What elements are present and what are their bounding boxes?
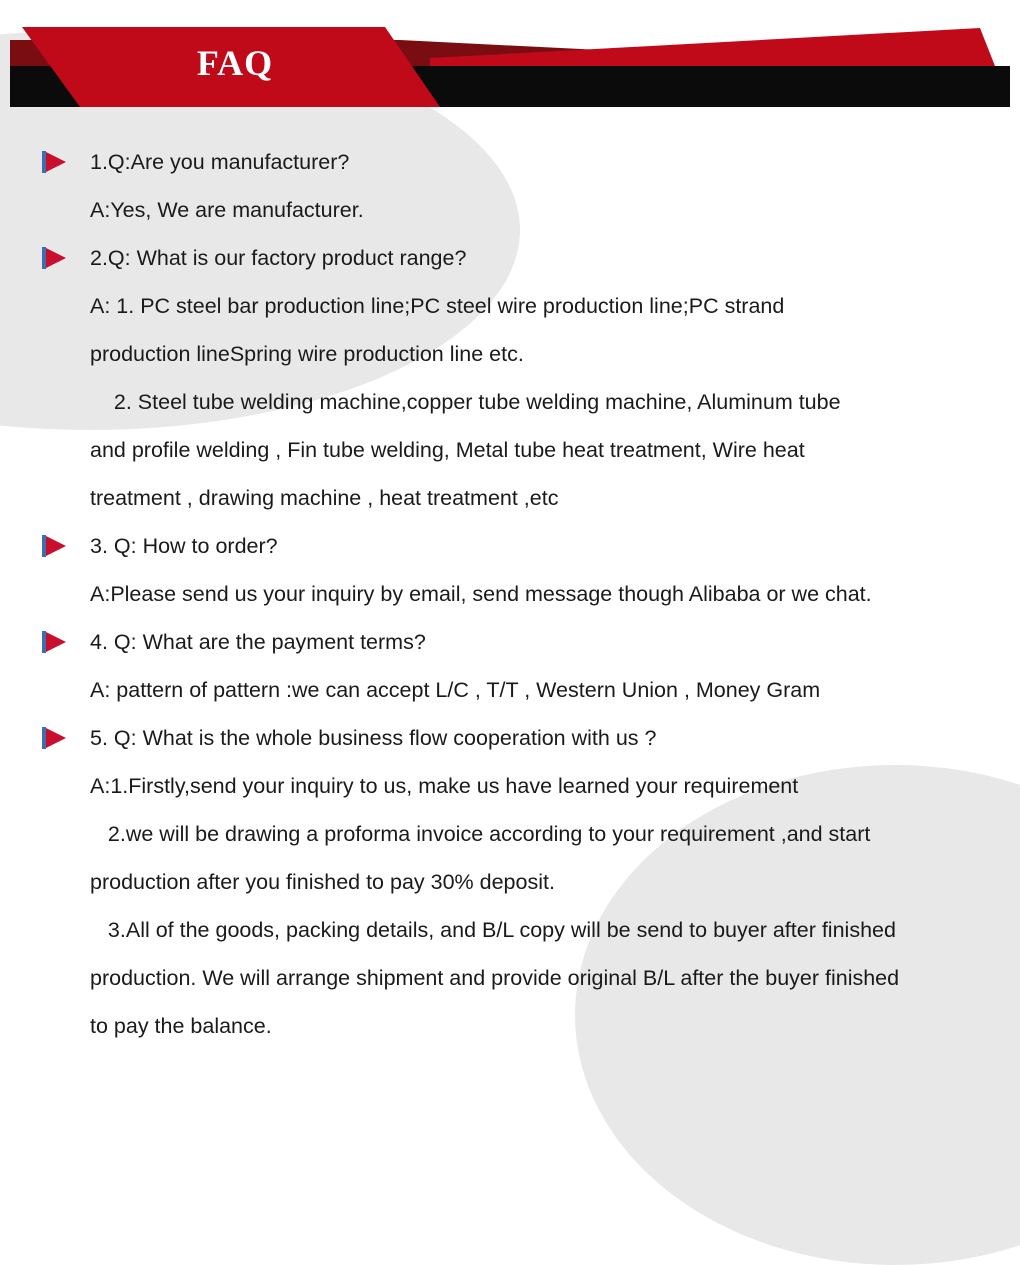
- faq-answer: [0, 906, 1020, 954]
- answer-text: A: 1. PC steel bar production line;PC steel wire production line;PC strand: [90, 294, 785, 318]
- arrow-bullet-icon: [40, 149, 70, 175]
- answer-text: to pay the balance.: [90, 1014, 272, 1038]
- faq-answer: [0, 282, 1020, 330]
- question-text: 4. Q: What are the payment terms?: [90, 630, 426, 654]
- faq-answer: [0, 378, 1020, 426]
- faq-question: [0, 234, 1020, 282]
- header-banner: [0, 0, 1020, 120]
- answer-text: and profile welding , Fin tube welding, Metal tube heat treatment, Wire heat: [90, 438, 805, 462]
- arrow-bullet-icon: [40, 629, 70, 655]
- answer-text: production lineSpring wire production line etc.: [90, 342, 524, 366]
- faq-question: [0, 522, 1020, 570]
- page-title: FAQ: [196, 43, 274, 83]
- faq-answer: [0, 474, 1020, 522]
- faq-answer: [0, 666, 1020, 714]
- faq-question: [0, 138, 1020, 186]
- faq-answer: [0, 762, 1020, 810]
- faq-question: [0, 714, 1020, 762]
- faq-answer: [0, 1002, 1020, 1050]
- answer-text: A:1.Firstly,send your inquiry to us, make us have learned your requirement: [90, 774, 799, 798]
- arrow-bullet-icon: [40, 245, 70, 271]
- faq-list: [0, 138, 1020, 1050]
- answer-text: 2. Steel tube welding machine,copper tube welding machine, Aluminum tube: [90, 390, 841, 414]
- answer-text: A: pattern of pattern :we can accept L/C , T/T , Western Union , Money Gram: [90, 678, 821, 702]
- arrow-bullet-icon: [40, 725, 70, 751]
- question-text: 2.Q: What is our factory product range?: [90, 246, 467, 270]
- faq-answer: [0, 570, 1020, 618]
- answer-text: 3.All of the goods, packing details, and B/L copy will be send to buyer after finished: [90, 918, 896, 942]
- question-text: 5. Q: What is the whole business flow cooperation with us ?: [90, 726, 657, 750]
- faq-answer: [0, 426, 1020, 474]
- faq-answer: [0, 858, 1020, 906]
- question-text: 1.Q:Are you manufacturer?: [90, 150, 350, 174]
- arrow-bullet-icon: [40, 533, 70, 559]
- answer-text: A:Please send us your inquiry by email, send message though Alibaba or we chat.: [90, 582, 872, 606]
- faq-answer: [0, 954, 1020, 1002]
- question-text: 3. Q: How to order?: [90, 534, 278, 558]
- faq-answer: [0, 186, 1020, 234]
- answer-text: production. We will arrange shipment and provide original B/L after the buyer finished: [90, 966, 900, 990]
- faq-answer: [0, 330, 1020, 378]
- faq-question: [0, 618, 1020, 666]
- answer-text: 2.we will be drawing a proforma invoice according to your requirement ,and start: [90, 822, 871, 846]
- answer-text: treatment , drawing machine , heat treatment ,etc: [90, 486, 559, 510]
- answer-text: A:Yes, We are manufacturer.: [90, 198, 364, 222]
- answer-text: production after you finished to pay 30% deposit.: [90, 870, 555, 894]
- faq-answer: [0, 810, 1020, 858]
